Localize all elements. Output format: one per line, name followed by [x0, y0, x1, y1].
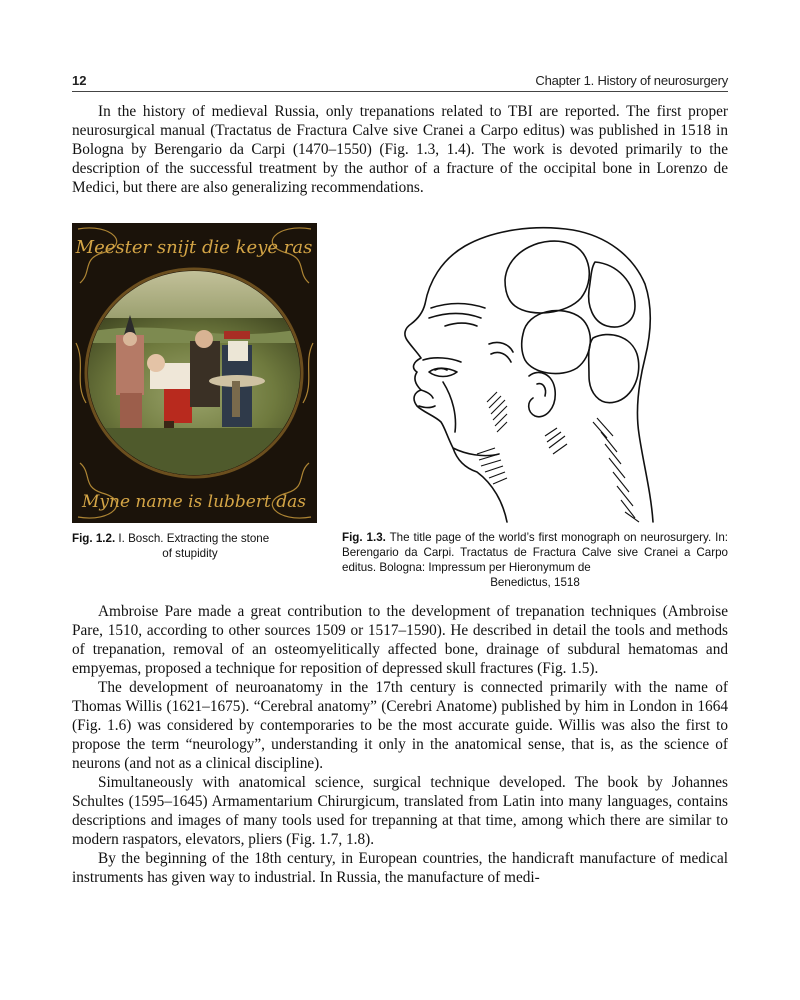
paragraph-18th-century: By the beginning of the 18th century, in European countries, the handicraft manufacture of medical instruments has given way to industrial. In Russia, the manufacture of medi- [72, 850, 728, 886]
page-number: 12 [72, 73, 87, 88]
figure-1-3-label: Fig. 1.3. [342, 531, 386, 544]
paragraph-thomas-willis: The development of neuroanatomy in the 17th century is connected primarily with the name of Thomas Willis (1621–1675). “Cerebral anatomy” (Cerebri Anatome) published by him in London in 1664 (Fig. 1.6) was considered by contemporaries to be the most accurate guide. Willis was also the first to propose the term “neurology”, understanding it only in the anatomical sense, that is, as the science of neurons (and not as a clinical discipline). [72, 679, 728, 772]
figure-1-2-caption-line1: I. Bosch. Extracting the stone [118, 532, 270, 545]
header-rule [72, 91, 728, 92]
running-header [72, 70, 728, 90]
head-outline-drawing [395, 222, 655, 527]
figure-1-3-caption-main: The title page of the world’s first monograph on neurosurgery. In: Berengario da Carpi. Tractatus de Fractura Calve sive Cranei a Carpo editus. Bologna: Impressum per Hieronymum de [342, 531, 729, 574]
figure-1-2-caption-line2: of stupidity [162, 547, 218, 560]
paragraph-ambroise-pare: Ambroise Pare made a great contribution to the development of trepanation techniques (Ambroise Pare, 1510, according to other sources 1509 or 1517–1590). He described in detail the tools and methods of trepanation, removal of an osteomyelitically affected bone, drainage of subdural hematomas and empyemas, proposed a technique for reposition of depressed skull fractures (Fig. 1.5). [72, 603, 728, 677]
figure-1-3-caption-last: Benedictus, 1518 [490, 576, 580, 589]
figure-1-3-caption [342, 530, 728, 590]
figure-1-2-label: Fig. 1.2. [72, 532, 116, 545]
bosch-painting-figure [72, 223, 317, 523]
painting-top-inscription: Meester snijt die keye ras [75, 237, 313, 258]
paragraph-johannes-schultes: Simultaneously with anatomical science, surgical technique developed. The book by Johannes Schultes (1595–1645) Armamentarium Chirurgicum, translated from Latin into many languages, contains descriptions and images of many tools used for trepanning at that time, among which there are similar to modern raspators, elevators, pliers (Fig. 1.7, 1.8). [72, 774, 728, 848]
bosch-painting-image [72, 223, 317, 523]
painting-bottom-inscription: Myne name is lubbert das [82, 492, 306, 512]
figure-1-2-caption [72, 531, 308, 561]
head-diagram-figure [395, 222, 655, 527]
main-text-column [72, 602, 728, 887]
chapter-title: Chapter 1. History of neurosurgery [535, 73, 728, 88]
intro-paragraph: In the history of medieval Russia, only trepanations related to TBI are reported. The first proper neurosurgical manual (Tractatus de Fractura Calve sive Cranei a Carpo editus) was published in 1518 in Bologna by Berengario da Carpi (1470–1550) (Fig. 1.3, 1.4). The work is devoted primarily to the description of the successful treatment by the author of a fracture of the occipital bone in Lorenzo de Medici, but there are also generalizing recommendations. [72, 103, 728, 196]
